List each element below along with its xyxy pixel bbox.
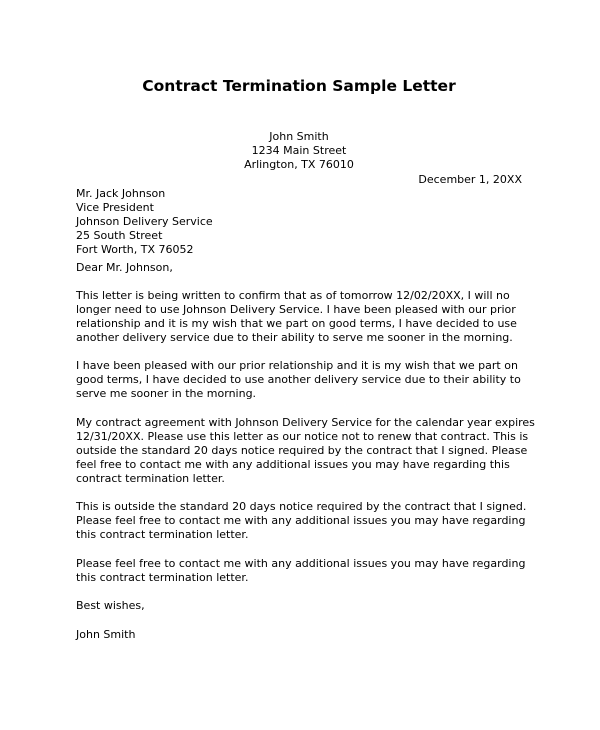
recipient-position: Vice President [76, 201, 154, 214]
paragraph-5 [76, 557, 526, 585]
letter-title: Contract Termination Sample Letter [142, 77, 456, 95]
signature-name: John Smith [76, 628, 136, 641]
paragraph-line: This letter is being written to confirm that as of tomorrow 12/02/20XX, I will no [76, 289, 510, 302]
paragraph-line: this contract termination letter. [76, 528, 249, 541]
paragraph-line: My contract agreement with Johnson Delivery Service for the calendar year expires [76, 416, 535, 429]
paragraph-line: feel free to contact me with any additional issues you may have regarding this [76, 458, 510, 471]
paragraph-line: good terms, I have decided to use another delivery service due to their ability to [76, 373, 521, 386]
paragraph-line: Please feel free to contact me with any additional issues you may have regarding [76, 514, 526, 527]
paragraph-line: I have been pleased with our prior relationship and it is my wish that we part on [76, 359, 518, 372]
paragraph-line: another delivery service due to their ability to serve me sooner in the morning. [76, 331, 513, 344]
closing: Best wishes, [76, 599, 145, 612]
paragraph-2 [76, 359, 521, 401]
salutation: Dear Mr. Johnson, [76, 261, 173, 274]
paragraph-line: contract termination letter. [76, 472, 225, 485]
recipient-company: Johnson Delivery Service [76, 215, 213, 228]
sender-street: 1234 Main Street [251, 144, 347, 157]
paragraph-4 [76, 500, 527, 542]
recipient-name: Mr. Jack Johnson [76, 187, 166, 200]
sender-city: Arlington, TX 76010 [244, 158, 354, 171]
paragraph-line: 12/31/20XX. Please use this letter as our notice not to renew that contract. This is [76, 430, 529, 443]
paragraph-line: outside the standard 20 days notice required by the contract that I signed. Please [76, 444, 528, 457]
recipient-city: Fort Worth, TX 76052 [76, 243, 194, 256]
paragraph-line: This is outside the standard 20 days notice required by the contract that I signed. [76, 500, 527, 513]
paragraph-1 [76, 289, 521, 345]
sender-address [0, 130, 598, 172]
paragraph-line: serve me sooner in the morning. [76, 387, 257, 400]
recipient-address [76, 187, 521, 257]
paragraph-3 [76, 416, 535, 486]
paragraph-line: longer need to use Johnson Delivery Service. I have been pleased with our prior [76, 303, 516, 316]
recipient-street: 25 South Street [76, 229, 163, 242]
paragraph-line: relationship and it is my wish that we part on good terms, I have decided to use [76, 317, 517, 330]
paragraph-line: Please feel free to contact me with any additional issues you may have regarding [76, 557, 526, 570]
paragraph-line: this contract termination letter. [76, 571, 249, 584]
sender-name: John Smith [269, 130, 329, 143]
letter-date: December 1, 20XX [418, 173, 522, 186]
